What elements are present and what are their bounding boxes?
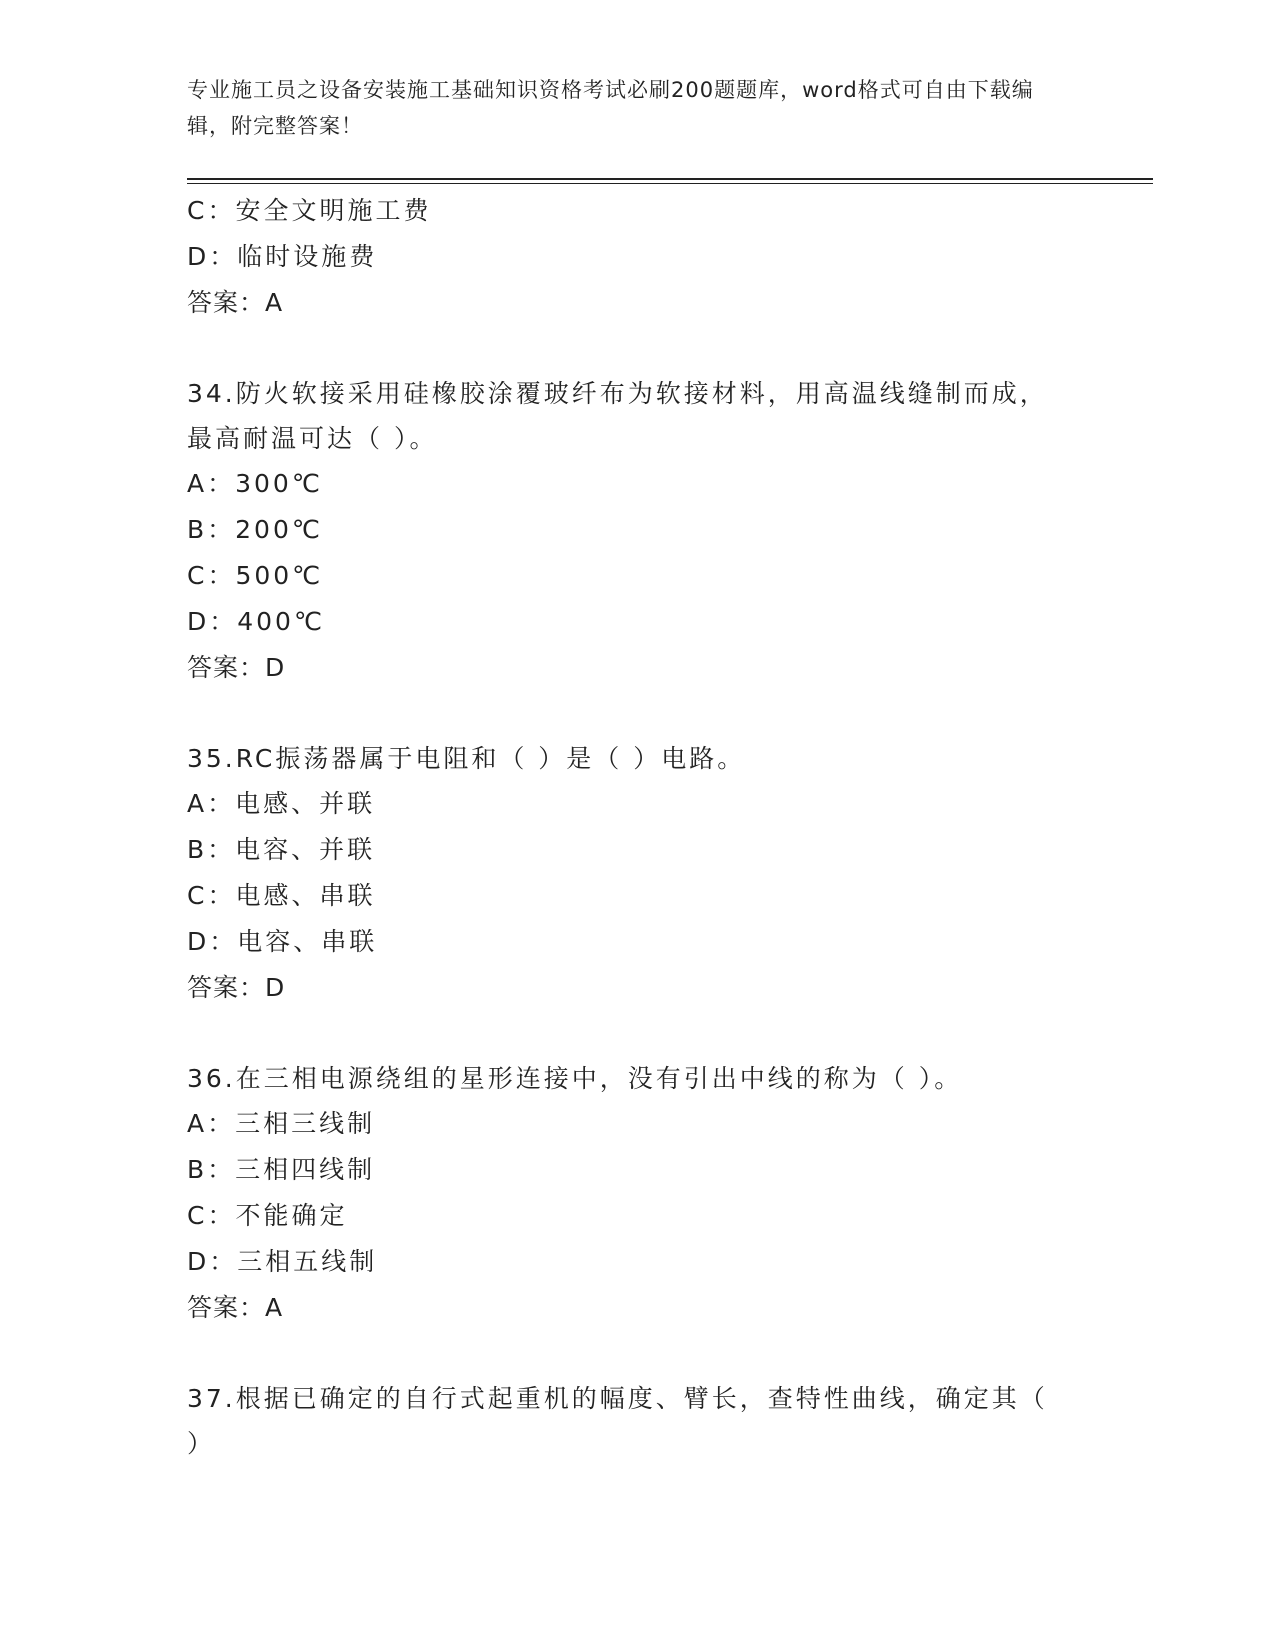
option-a: A：电感、并联: [187, 789, 376, 818]
header-rule-thick: [187, 178, 1153, 180]
option-b: B：200℃: [187, 515, 323, 544]
option-a: A：三相三线制: [187, 1109, 376, 1138]
answer-line: 答案：A: [187, 288, 284, 317]
answer-line: 答案：D: [187, 653, 286, 682]
answer-line: 答案：A: [187, 1293, 284, 1322]
question-35-text: 35.RC振荡器属于电阻和（ ）是（ ）电路。: [187, 744, 746, 773]
option-b: B：三相四线制: [187, 1155, 376, 1184]
option-b: B：电容、并联: [187, 835, 376, 864]
option-d: D：临时设施费: [187, 242, 378, 271]
spacer: [187, 1331, 1087, 1376]
option-c: C：不能确定: [187, 1201, 348, 1230]
question-34-text: 34.防火软接采用硅橡胶涂覆玻纤布为软接材料，用高温线缝制而成，最高耐温可达（ ）。: [187, 379, 1048, 453]
spacer: [187, 1011, 1087, 1056]
option-c: C：安全文明施工费: [187, 196, 432, 225]
option-d: D：电容、串联: [187, 927, 378, 956]
option-d: D：三相五线制: [187, 1247, 378, 1276]
document-header: 专业施工员之设备安装施工基础知识资格考试必刷200题题库，word格式可自由下载编辑，附完整答案！: [187, 78, 1034, 138]
option-c: C：500℃: [187, 561, 324, 590]
spacer: [187, 326, 1087, 371]
answer-line: 答案：D: [187, 973, 286, 1002]
spacer: [187, 691, 1087, 736]
option-c: C：电感、串联: [187, 881, 376, 910]
question-list: [187, 188, 1087, 1466]
option-a: A：300℃: [187, 469, 323, 498]
question-36-text: 36.在三相电源绕组的星形连接中，没有引出中线的称为（ ）。: [187, 1064, 963, 1093]
option-d: D：400℃: [187, 607, 326, 636]
question-37-text: 37.根据已确定的自行式起重机的幅度、臂长，查特性曲线，确定其（ ）: [187, 1384, 1048, 1458]
header-rule-thin: [187, 183, 1153, 184]
